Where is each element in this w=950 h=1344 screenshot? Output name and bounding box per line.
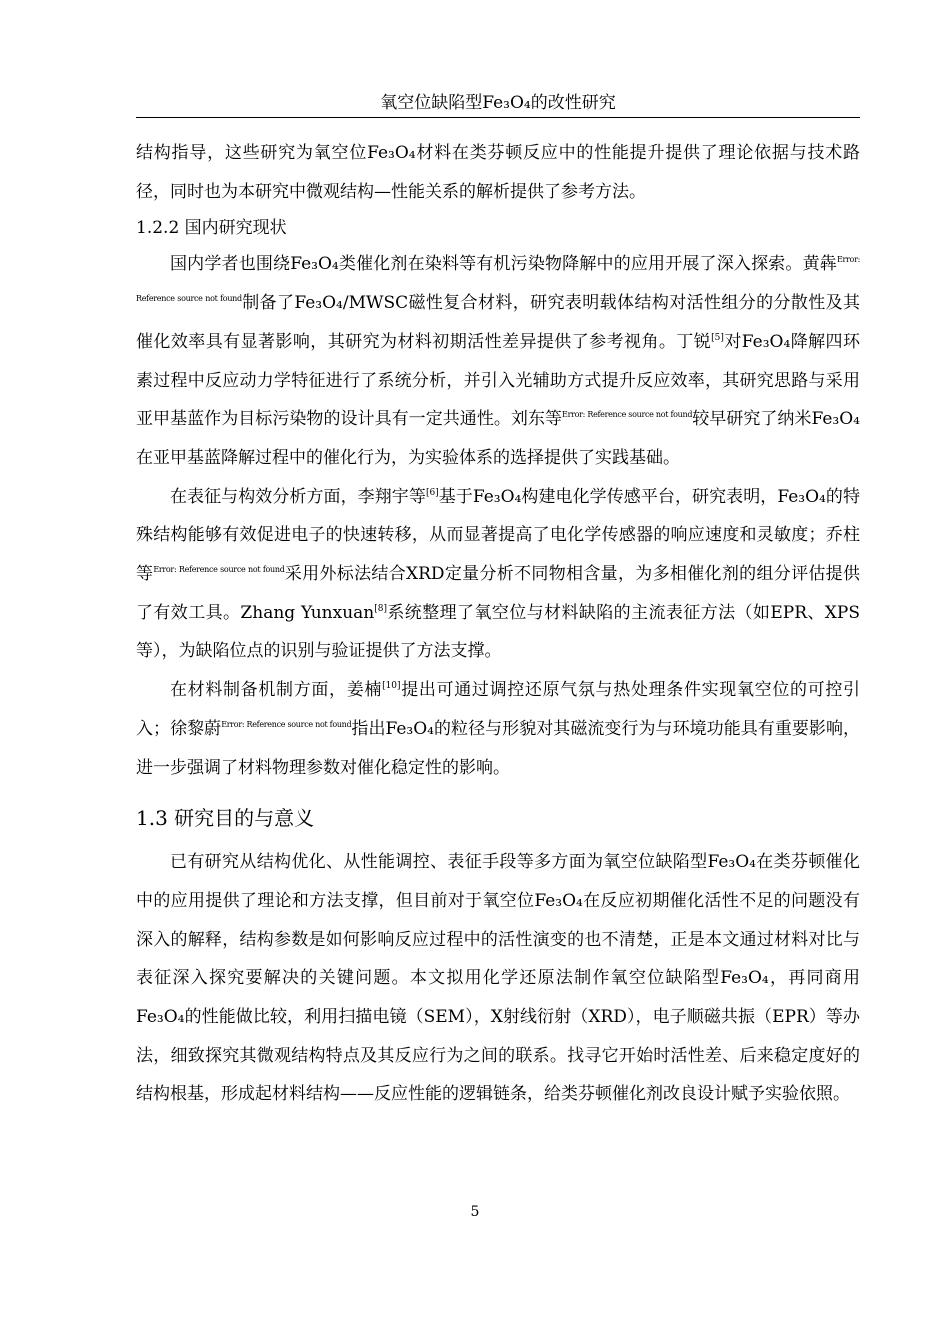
header-rule [136, 117, 860, 118]
paragraph-continuation: 结构指导，这些研究为氧空位Fe₃O₄材料在类芬顿反应中的性能提升提供了理论依据与技术路径，同时也为本研究中微观结构—性能关系的解析提供了参考方法。 [136, 143, 860, 202]
text-span: 制备了Fe₃O₄/MWSC磁性复合材料，研究表明载体结构对活性组分的分散性及其催化效率具有显著影响，其研究为材料初期活性差异提供了参考视角。丁锐 [136, 293, 860, 352]
paragraph-purpose: 已有研究从结构优化、从性能调控、表征手段等多方面为氧空位缺陷型Fe₃O₄在类芬顿催化中的应用提供了理论和方法支撑，但目前对于氧空位Fe₃O₄在反应初期催化活性不足的问题没有深入的解释，结构参数是如何影响反应过程中的活性演变的也不清楚，正是本文通过材料对比与表征深入探究要解决的关键问题。本文拟用化学还原法制作氧空位缺陷型Fe₃O₄，再同商用Fe₃O₄的性能做比较，利用扫描电镜（SEM），X射线衍射（XRD），电子顺磁共振（EPR）等办法，细致探究其微观结构特点及其反应行为之间的联系。找寻它开始时活性差、后来稳定度好的结构根基，形成起材料结构——反应性能的逻辑链条，给类芬顿催化剂改良设计赋予实验依照。 [136, 852, 860, 1105]
text-span: 对Fe₃O₄降解四环素过程中反应动力学特征进行了系统分析，并引入光辅助方式提升反应效率，其研究思路与采用亚甲基蓝作为目标污染物的设计具有一定共通性。刘东等 [136, 331, 860, 430]
broken-reference: Error: Reference source not found [562, 410, 693, 420]
citation-10: [10] [382, 681, 401, 692]
broken-reference: Error: Reference source not found [136, 255, 860, 304]
section-heading-1-3: 1.3 研究目的与意义 [136, 806, 315, 831]
text-span: 系统整理了氧空位与材料缺陷的主流表征方法（如EPR、XPS等），为缺陷位点的识别与验证提供了方法支撑。 [136, 602, 860, 662]
paragraph-characterization [136, 478, 860, 672]
paragraph-preparation [136, 671, 860, 787]
text-span: 在表征与构效分析方面，李翔宇等 [170, 486, 426, 507]
section-heading-1-2-2: 1.2.2 国内研究现状 [136, 218, 287, 239]
text-span: 提出可通过调控还原气氛与热处理条件实现氧空位的可控引入；徐黎蔚 [136, 680, 861, 739]
citation-6: [6] [425, 487, 439, 498]
text-span: 采用外标法结合XRD定量分析不同物相含量，为多相催化剂的组分评估提供了有效工具。Zhang Yunxuan [136, 564, 860, 623]
paragraph-domestic-research [136, 245, 860, 477]
citation-5: [5] [711, 332, 724, 343]
text-span: 国内学者也围绕Fe₃O₄类催化剂在染料等有机污染物降解中的应用开展了深入探索。黄犇 [170, 254, 837, 275]
citation-8: [8] [374, 603, 387, 614]
text-span: 指出Fe₃O₄的粒径与形貌对其磁流变行为与环境功能具有重要影响，进一步强调了材料物理参数对催化稳定性的影响。 [136, 718, 860, 778]
page-body [136, 134, 860, 1114]
page-number: 5 [470, 1204, 480, 1220]
broken-reference: Error: Reference source not found [221, 719, 352, 729]
broken-reference: Error: Reference source not found [153, 565, 285, 575]
text-span: 在材料制备机制方面，姜楠 [170, 680, 383, 701]
text-span: 基于Fe₃O₄构建电化学传感平台，研究表明，Fe₃O₄的特殊结构能够有效促进电子的快速转移，从而显著提高了电化学传感器的响应速度和灵敏度；乔柱等 [136, 486, 860, 585]
text-span: 较早研究了纳米Fe₃O₄在亚甲基蓝降解过程中的催化行为，为实验体系的选择提供了实践基础。 [136, 409, 860, 468]
running-header: 氧空位缺陷型Fe₃O₄的改性研究 [380, 93, 616, 113]
